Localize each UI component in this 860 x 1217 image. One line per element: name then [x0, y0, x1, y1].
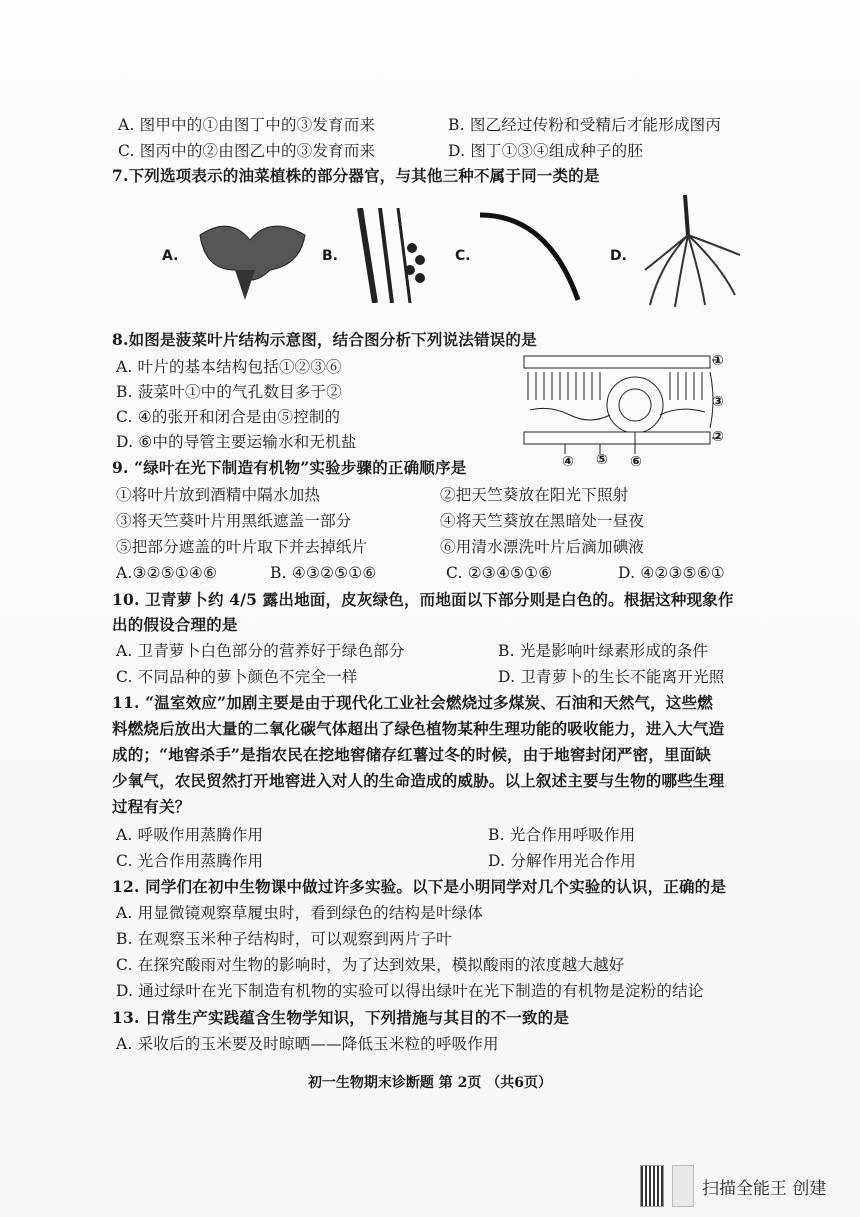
q8-option-c: C. ④的张开和闭合是由⑤控制的 [116, 408, 341, 426]
q6-option-b: B. 图乙经过传粉和受精后才能形成图丙 [448, 116, 722, 134]
q10-option-a: A. 卫青萝卜白色部分的营养好于绿色部分 [116, 642, 405, 660]
q9-step-2: ②把天竺葵放在阳光下照射 [440, 486, 629, 504]
q11-line5: 过程有关？ [112, 797, 191, 816]
fig-label-5: ⑤ [596, 452, 608, 468]
q10-option-c: C. 不同品种的萝卜颜色不完全一样 [116, 668, 358, 686]
q10-option-b: B. 光是影响叶绿素形成的条件 [498, 642, 709, 660]
q12-option-c: C. 在探究酸雨对生物的影响时，为了达到效果，模拟酸雨的浓度越大越好 [116, 956, 625, 974]
q7-label-b: B. [322, 248, 338, 264]
fig-label-6: ⑥ [630, 454, 642, 470]
watermark-text: 扫描全能王 创建 [702, 1178, 827, 1199]
q8-option-b: B. 菠菜叶①中的气孔数目多于② [116, 383, 342, 401]
fig-label-1: ① [712, 353, 724, 369]
q9-step-6: ⑥用清水漂洗叶片后滴加碘液 [440, 538, 645, 556]
q9-step-3: ③将天竺葵叶片用黑纸遮盖一部分 [116, 512, 352, 530]
q7-stem: 7.下列选项表示的油菜植株的部分器官，与其他三种不属于同一类的是 [112, 166, 600, 185]
q13-stem: 13. 日常生产实践蕴含生物学知识，下列措施与其目的不一致的是 [112, 1008, 570, 1027]
app-logo-icon [672, 1165, 694, 1207]
q7-label-c: C. [455, 248, 471, 264]
q9-stem: 9. “绿叶在光下制造有机物”实验步骤的正确顺序是 [112, 458, 467, 477]
q9-step-4: ④将天竺葵放在黑暗处一昼夜 [440, 512, 645, 530]
stem-section-image [350, 208, 440, 303]
q9-option-a: A.③②⑤①④⑥ [116, 564, 218, 582]
flower-image [190, 215, 315, 305]
q7-label-d: D. [610, 248, 627, 264]
q8-option-d: D. ⑥中的导管主要运输水和无机盐 [116, 433, 357, 451]
scanner-watermark [640, 1165, 826, 1207]
q13-option-a: A. 采收后的玉米要及时晾晒——降低玉米粒的呼吸作用 [116, 1035, 499, 1053]
q10-stem-line2: 出的假设合理的是 [112, 615, 238, 634]
root-image [640, 195, 745, 310]
q11-line3: 成的；“地窖杀手”是指农民在挖地窖储存红薯过冬的时候，由于地窖封闭严密，里面缺 [112, 745, 712, 764]
q9-option-b: B. ④③②⑤①⑥ [270, 564, 377, 582]
q11-line1: 11. “温室效应”加剧主要是由于现代化工业社会燃烧过多煤炭、石油和天然气，这些燃 [112, 693, 713, 712]
q11-line4: 少氧气，农民贸然打开地窖进入对人的生命造成的威胁。以上叙述主要与生物的哪些生理 [112, 771, 725, 790]
leaf-blade-image [478, 205, 588, 305]
q9-option-c: C. ②③④⑤①⑥ [446, 564, 553, 582]
q11-option-a: A. 呼吸作用蒸腾作用 [116, 826, 264, 844]
qr-code-icon [640, 1165, 664, 1207]
q10-option-d: D. 卫青萝卜的生长不能离开光照 [498, 668, 725, 686]
q8-option-a: A. 叶片的基本结构包括①②③⑥ [116, 358, 342, 376]
fig-label-4: ④ [562, 454, 574, 470]
q9-step-5: ⑤把部分遮盖的叶片取下并去掉纸片 [116, 538, 368, 556]
q9-step-1: ①将叶片放到酒精中隔水加热 [116, 486, 321, 504]
q12-option-b: B. 在观察玉米种子结构时，可以观察到两片子叶 [116, 930, 452, 948]
q12-option-d: D. 通过绿叶在光下制造有机物的实验可以得出绿叶在光下制造的有机物是淀粉的结论 [116, 982, 704, 1000]
q6-option-d: D. 图丁①③④组成种子的胚 [448, 142, 644, 160]
q11-line2: 料燃烧后放出大量的二氧化碳气体超出了绿色植物某种生理功能的吸收能力，进入大气造 [112, 719, 725, 738]
q10-stem-line1: 10. 卫青萝卜约 4/5 露出地面，皮灰绿色，而地面以下部分则是白色的。根据这种现象作 [112, 590, 734, 609]
q12-stem: 12. 同学们在初中生物课中做过许多实验。以下是小明同学对几个实验的认识，正确的是 [112, 877, 727, 896]
q11-option-b: B. 光合作用呼吸作用 [488, 826, 636, 844]
q8-stem: 8.如图是菠菜叶片结构示意图，结合图分析下列说法错误的是 [112, 330, 537, 349]
q6-option-a: A. 图甲中的①由图丁中的③发育而来 [118, 116, 376, 134]
fig-label-2: ② [712, 429, 724, 445]
page-footer: 初一生物期末诊断题 第 2页 （共6页） [307, 1075, 553, 1091]
q12-option-a: A. 用显微镜观察草履虫时，看到绿色的结构是叶绿体 [116, 904, 484, 922]
q9-option-d: D. ④②③⑤⑥① [618, 564, 725, 582]
q11-option-d: D. 分解作用光合作用 [488, 852, 636, 870]
fig-label-3: ③ [712, 394, 724, 410]
q6-option-c: C. 图丙中的②由图乙中的③发育而来 [118, 142, 376, 160]
q7-label-a: A. [162, 248, 179, 264]
q11-option-c: C. 光合作用蒸腾作用 [116, 852, 264, 870]
